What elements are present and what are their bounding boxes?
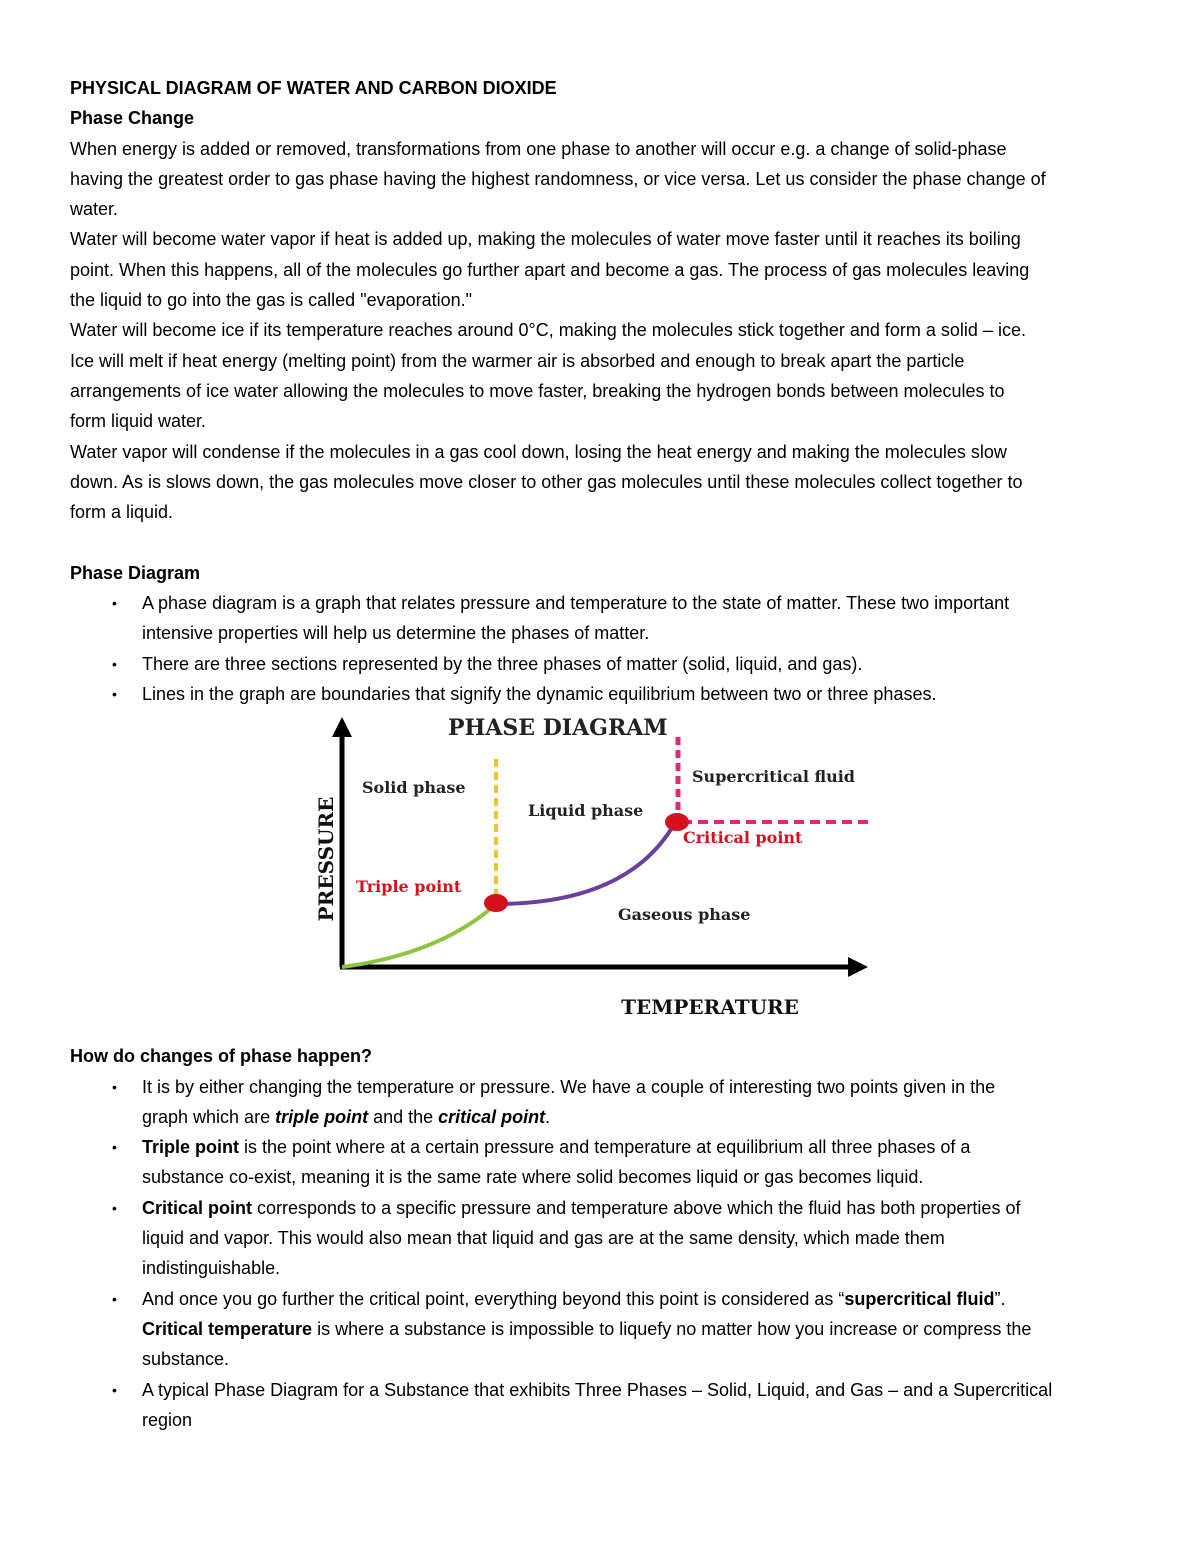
y-axis-arrowhead [332, 717, 352, 737]
triple-point-marker [484, 894, 508, 912]
text-line: arrangements of ice water allowing the molecules to move faster, breaking the hydrogen bonds between molecules to [70, 380, 1005, 401]
bullet-text: indistinguishable. [142, 1258, 281, 1279]
section-heading-changes-of-phase: How do changes of phase happen? [70, 1046, 373, 1067]
text-line: Water vapor will condense if the molecules in a gas cool down, losing the heat energy and making the molecules slow [70, 441, 1007, 462]
text-line: Water will become ice if its temperature reaches around 0°C, making the molecules stick together and form a solid – ice. [70, 320, 1026, 341]
bullet-text: A phase diagram is a graph that relates pressure and temperature to the state of matter. These two important [142, 593, 1010, 614]
bullet-item [70, 1193, 1135, 1284]
bullet-text: intensive properties will help us determine the phases of matter. [142, 623, 650, 644]
text-line: point. When this happens, all of the molecules go further apart and become a gas. The process of gas molecules leaving [70, 259, 1030, 280]
bullet-text: Lines in the graph are boundaries that signify the dynamic equilibrium between two or three phases. [142, 683, 937, 704]
liquid-phase-label: Liquid phase [528, 801, 644, 821]
emphasis-text: critical point [438, 1106, 546, 1127]
bullet-glyph: • [112, 1290, 117, 1307]
bullet-text: . [545, 1106, 551, 1127]
bullet-glyph: • [112, 685, 117, 702]
triple-point-label: Triple point [356, 877, 462, 897]
bullet-item [70, 588, 1135, 649]
text-line: form a liquid. [70, 502, 174, 523]
bullet-text: is where a substance is impossible to liquefy no matter how you increase or compress the [312, 1318, 1032, 1339]
bullet-text: region [142, 1409, 193, 1430]
bullet-text: substance. [142, 1349, 230, 1370]
changes-of-phase-bullet-list [70, 1072, 1135, 1436]
bullet-item [70, 1072, 1135, 1133]
emphasis-text: triple point [275, 1106, 369, 1127]
term-text: Triple point [142, 1137, 239, 1158]
spacer [70, 527, 1135, 557]
bullet-glyph: • [112, 1139, 117, 1156]
bullet-glyph: • [112, 1078, 117, 1095]
diagram-title: PHASE DIAGRAM [448, 715, 668, 742]
phase-change-paragraphs [70, 134, 1135, 528]
bullet-glyph: • [112, 1381, 117, 1398]
bullet-text: and the [368, 1106, 439, 1127]
section-heading-phase-change: Phase Change [70, 108, 195, 129]
bullet-text: It is by either changing the temperature or pressure. We have a couple of interesting two points given in the [142, 1076, 996, 1097]
text-line: form liquid water. [70, 411, 207, 432]
text-line: water. [70, 199, 119, 220]
bullet-text: substance co-exist, meaning it is the same rate where solid becomes liquid or gas becomes liquid. [142, 1167, 924, 1188]
bullet-text: graph which are [142, 1106, 276, 1127]
bullet-item [70, 649, 1135, 679]
phase-diagram-bullet-list [70, 588, 1135, 709]
supercritical-fluid-label: Supercritical fluid [692, 767, 855, 787]
bullet-item [70, 1375, 1135, 1436]
bullet-item [70, 1132, 1135, 1193]
sublimation-curve [342, 904, 496, 967]
section-heading-phase-diagram: Phase Diagram [70, 562, 201, 583]
x-axis-label: TEMPERATURE [621, 995, 799, 1020]
bullet-text: There are three sections represented by the three phases of matter (solid, liquid, and gas). [142, 653, 863, 674]
y-axis-label: PRESSURE [314, 796, 338, 922]
x-axis-arrowhead [848, 957, 868, 977]
phase-diagram-figure [70, 709, 1135, 1041]
document-body [70, 73, 1135, 1435]
solid-phase-label: Solid phase [362, 778, 466, 798]
bullet-text: And once you go further the critical point, everything beyond this point is considered as “ [142, 1288, 845, 1309]
text-line: Ice will melt if heat energy (melting point) from the warmer air is absorbed and enough to break apart the particle [70, 350, 965, 371]
gaseous-phase-label: Gaseous phase [618, 905, 751, 925]
bullet-text: ”. [994, 1288, 1006, 1309]
bullet-glyph: • [112, 655, 117, 672]
critical-point-label: Critical point [683, 828, 803, 848]
term-text: Critical point [142, 1197, 253, 1218]
document-title: PHYSICAL DIAGRAM OF WATER AND CARBON DIOXIDE [70, 78, 557, 98]
text-line: having the greatest order to gas phase having the highest randomness, or vice versa. Let us consider the phase change of [70, 168, 1046, 189]
bullet-text: liquid and vapor. This would also mean that liquid and gas are at the same density, which made them [142, 1228, 945, 1249]
bullet-glyph: • [112, 1199, 117, 1216]
term-text: Critical temperature [142, 1318, 313, 1339]
bullet-text: is the point where at a certain pressure and temperature at equilibrium all three phases of a [239, 1137, 971, 1158]
phase-diagram-svg [300, 709, 900, 1041]
text-line: Water will become water vapor if heat is added up, making the molecules of water move faster until it reaches its boiling [70, 229, 1021, 250]
text-line: down. As is slows down, the gas molecules move closer to other gas molecules until these molecules collect together to [70, 471, 1023, 492]
text-line: When energy is added or removed, transformations from one phase to another will occur e.g. a change of solid-phase [70, 138, 1007, 159]
bullet-item [70, 679, 1135, 709]
bullet-glyph: • [112, 595, 117, 612]
term-text: supercritical fluid [844, 1288, 995, 1309]
text-line: the liquid to go into the gas is called "evaporation." [70, 290, 473, 311]
bullet-text: corresponds to a specific pressure and temperature above which the fluid has both properties of [252, 1197, 1021, 1218]
bullet-text: A typical Phase Diagram for a Substance that exhibits Three Phases – Solid, Liquid, and Gas – and a Supercritical [142, 1379, 1053, 1400]
vaporization-curve [496, 821, 676, 904]
bullet-item [70, 1284, 1135, 1375]
